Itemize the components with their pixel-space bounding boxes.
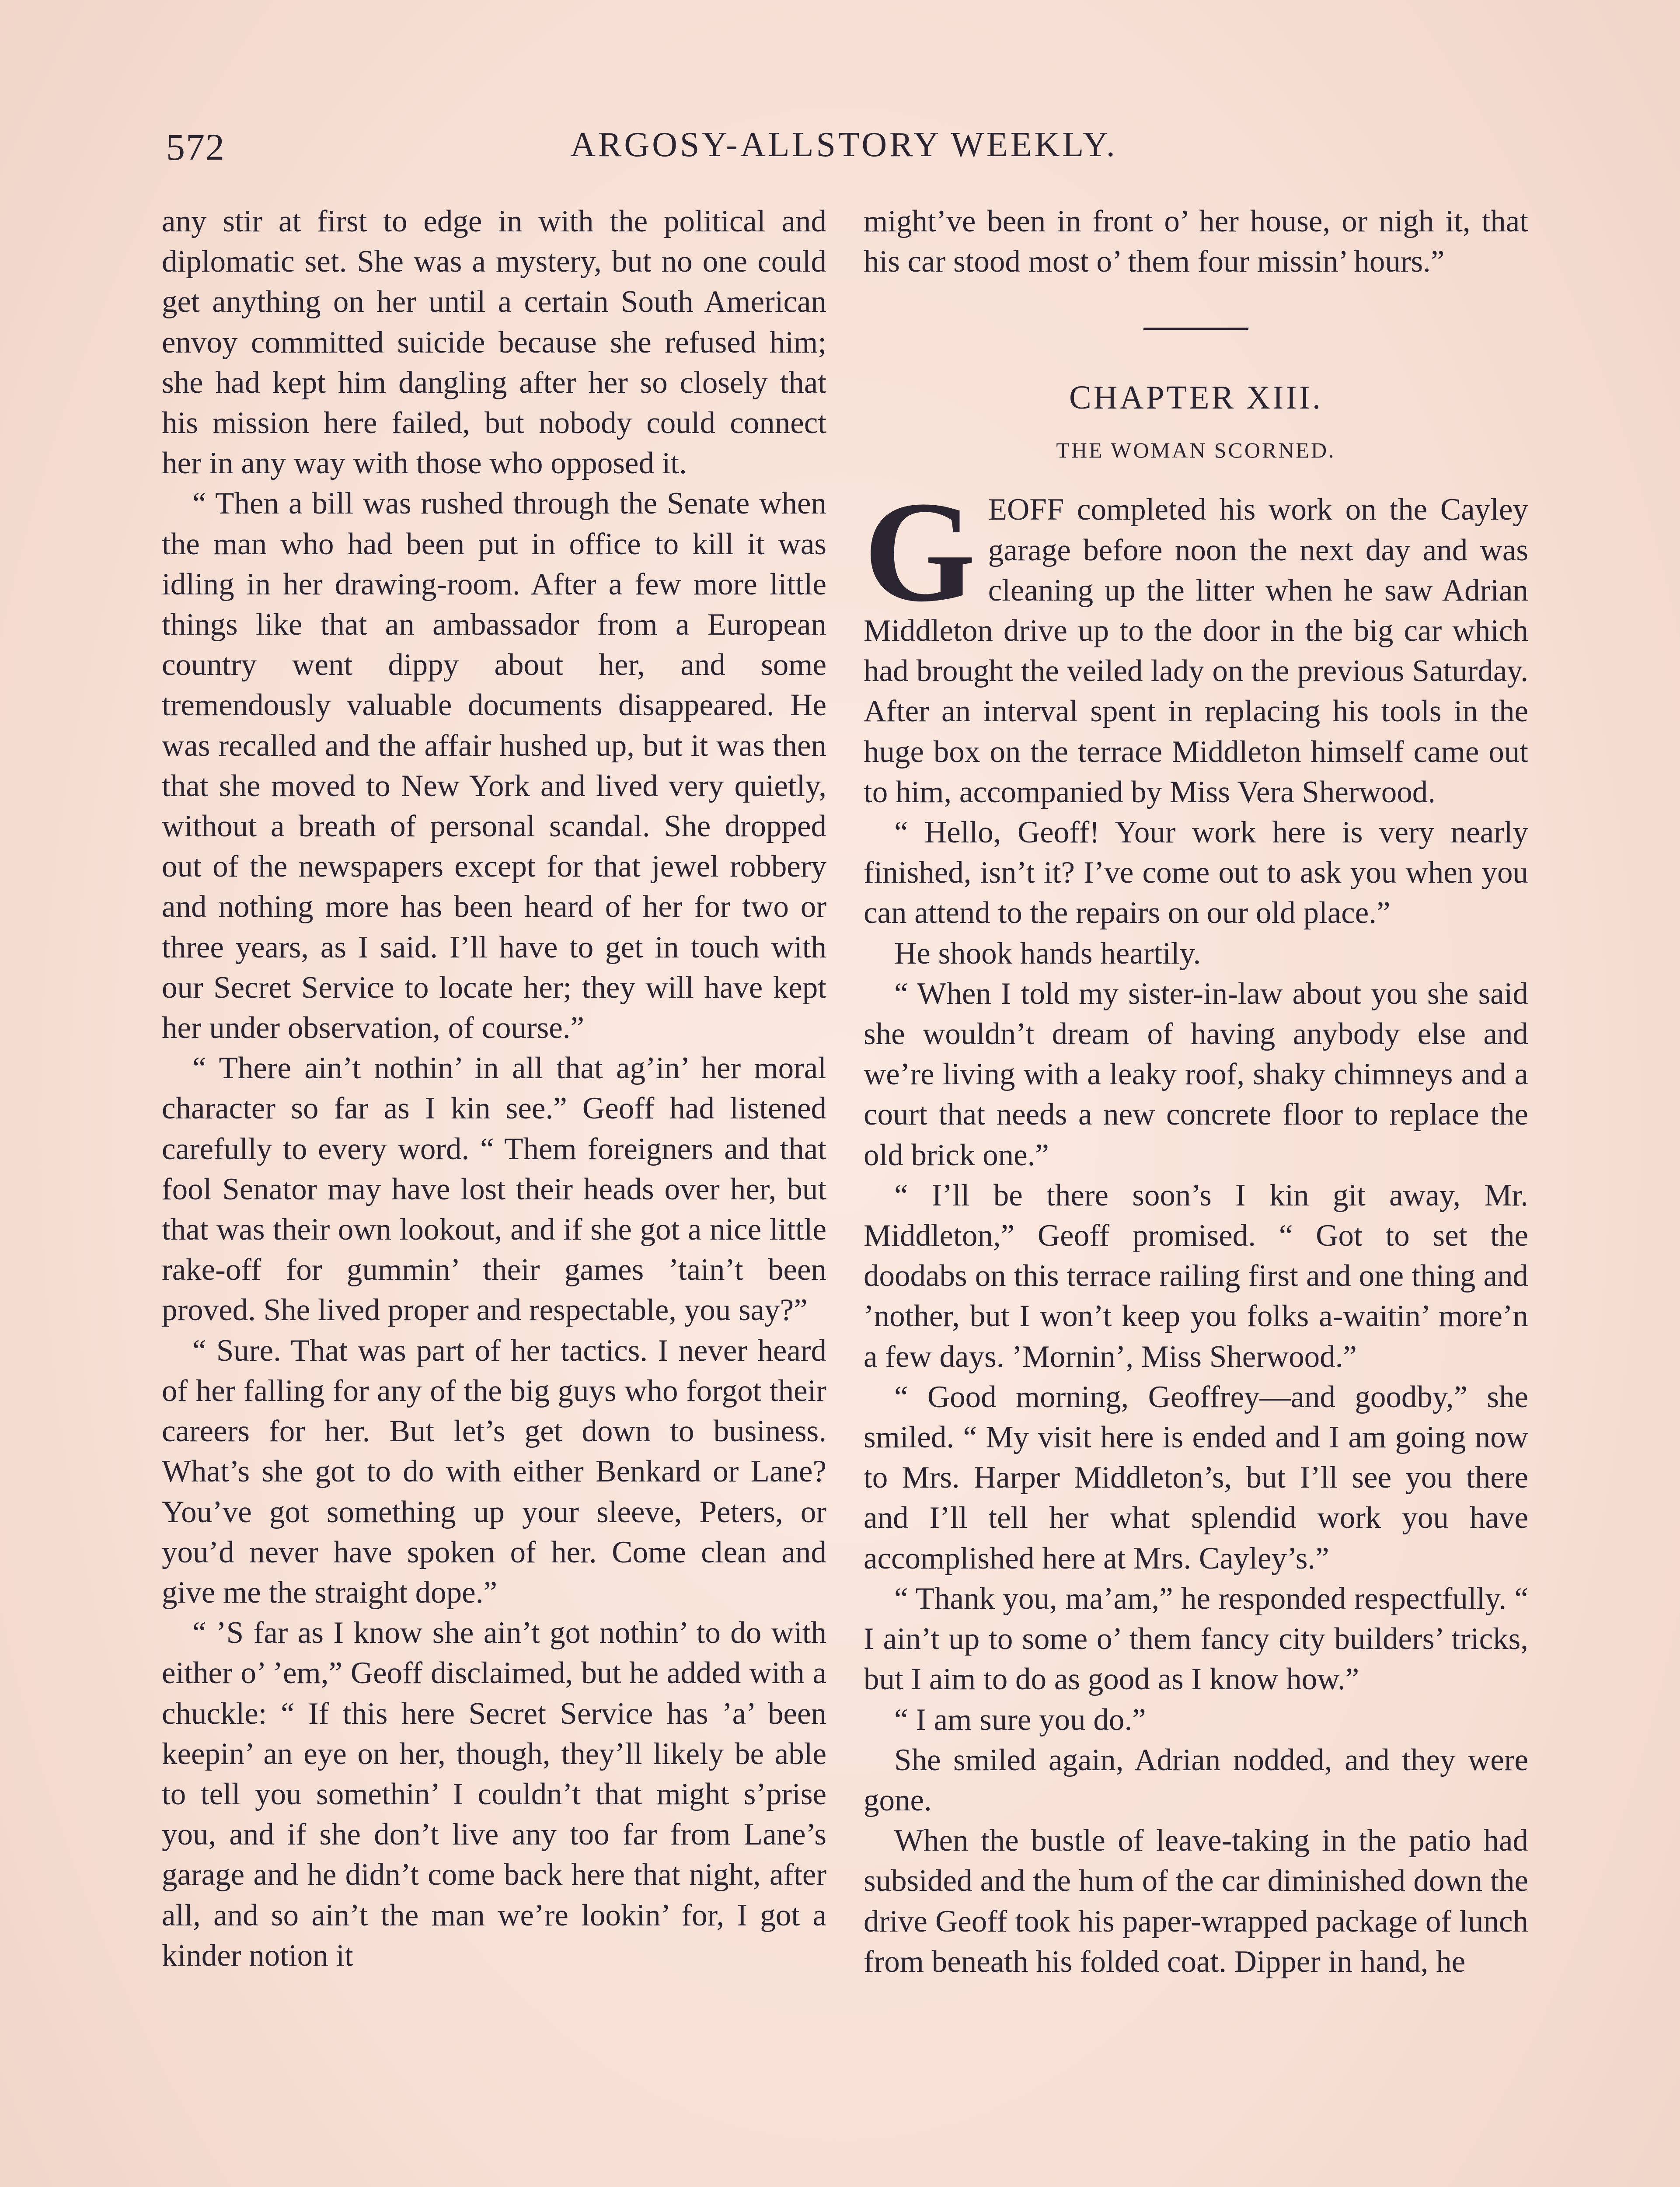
body-paragraph: When the bustle of leave-taking in the patio had subsided and the hum of the car diminished down the drive Geoff took his paper-wrapped package of lunch from beneath his folded coat. Dipper in hand, he	[864, 1824, 1528, 1979]
body-paragraph: “ Good morning, Geoffrey—and goodby,” she smiled. “ My visit here is ended and I am going now to Mrs. Harper Middleton’s, but I’ll see you there and I’ll tell her what splendid work you have accomplished here at Mrs. Cayley’s.”	[864, 1380, 1528, 1576]
chapter-opening-paragraph	[864, 472, 1528, 812]
body-paragraph: “ Thank you, ma’am,” he responded respectfully. “ I ain’t up to some o’ them fancy city builders’ tricks, but I aim to do as good as I know how.”	[864, 1581, 1528, 1697]
chapter-subtitle: THE WOMAN SCORNED.	[1056, 438, 1336, 463]
body-paragraph: “ I am sure you do.”	[894, 1702, 1146, 1737]
running-title: ARGOSY-ALLSTORY WEEKLY.	[570, 126, 1118, 164]
section-divider	[1143, 328, 1248, 330]
body-paragraph: “ ’S far as I know she ain’t got nothin’ to do with either o’ ’em,” Geoff disclaimed, but he added with a chuckle: “ If this here Secret Service has ’a’ been keepin’ an eye on her, though, they’ll likely be able to tell you somethin’ I couldn’t that might s’prise you, and if she don’t live any too far from Lane’s garage and he didn’t come back here that night, after all, and so ain’t the man we’re lookin’ for, I got a kinder notion it	[162, 1616, 826, 1973]
right-column	[864, 201, 1528, 1982]
body-paragraph: He shook hands heartily.	[894, 936, 1201, 971]
left-column	[162, 201, 826, 1976]
body-paragraph: “ There ain’t nothin’ in all that ag’in’ her moral character so far as I kin see.” Geoff had listened carefully to every word. “ Them foreigners and that fool Senator may have lost their heads over her, but that was their own lookout, and if she got a nice little rake-off for gummin’ their games ’tain’t been proved. She lived proper and respectable, you say?”	[162, 1051, 826, 1328]
drop-cap: G	[864, 472, 976, 632]
body-paragraph: might’ve been in front o’ her house, or nigh it, that his car stood most o’ them four missin’ hours.”	[864, 204, 1528, 279]
body-paragraph: “ When I told my sister-in-law about you she said she wouldn’t dream of having anybody else and we’re living with a leaky roof, shaky chimneys and a court that needs a new concrete floor to replace the old brick one.”	[864, 976, 1528, 1172]
page-header	[166, 125, 1522, 178]
chapter-opening-text: EOFF completed his work on the Cayley garage before noon the next day and was cleaning up the litter when he saw Adrian Middleton drive up to the door in the big car which had brought the veiled lady on the previous Saturday. After an interval spent in replacing his tools in the huge box on the terrace Middleton himself came out to him, accompanied by Miss Vera Sherwood.	[864, 493, 1528, 809]
body-paragraph: “ I’ll be there soon’s I kin git away, Mr. Middleton,” Geoff promised. “ Got to set the doodabs on this terrace railing first and one thing and ’nother, but I won’t keep you folks a-waitin’ more’n a few days. ’Mornin’, Miss Sherwood.”	[864, 1178, 1528, 1374]
chapter-title: CHAPTER XIII.	[1069, 379, 1323, 416]
body-paragraph: She smiled again, Adrian nodded, and they were gone.	[864, 1743, 1528, 1817]
body-paragraph: “ Then a bill was rushed through the Senate when the man who had been put in office to kill it was idling in her drawing-room. After a few more little things like that an ambassador from a European country went dippy about her, and some tremendously valuable documents disappeared. He was recalled and the affair hushed up, but it was then that she moved to New York and lived very quietly, without a breath of personal scandal. She dropped out of the newspapers except for that jewel robbery and nothing more has been heard of her for two or three years, as I said. I’ll have to get in touch with our Secret Service to locate her; they will have kept her under observation, of course.”	[162, 486, 826, 1045]
body-paragraph: “ Sure. That was part of her tactics. I never heard of her falling for any of the big guys who forgot their careers for her. But let’s get down to business. What’s she got to do with either Benkard or Lane? You’ve got something up your sleeve, Peters, or you’d never have spoken of her. Come clean and give me the straight dope.”	[162, 1333, 826, 1610]
body-paragraph: “ Hello, Geoff! Your work here is very nearly finished, isn’t it? I’ve come out to ask you when you can attend to the repairs on our old place.”	[864, 815, 1528, 930]
page-number: 572	[166, 126, 225, 168]
body-paragraph: any stir at first to edge in with the political and diplomatic set. She was a mystery, but no one could get anything on her until a certain South American envoy committed suicide because she refused him; she had kept him dangling after her so closely that his mission here failed, but nobody could connect her in any way with those who opposed it.	[162, 204, 826, 481]
